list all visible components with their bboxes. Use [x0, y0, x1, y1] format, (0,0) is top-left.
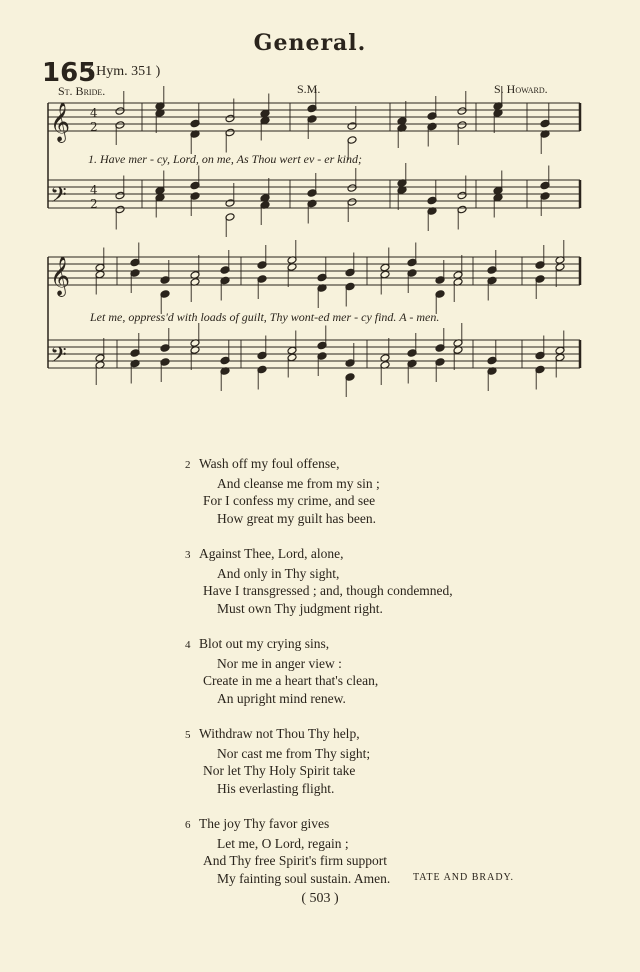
verse-line: Nor me in anger view : — [217, 655, 342, 671]
verse-number: 4 — [185, 639, 191, 651]
composer: S. Howard. — [494, 82, 548, 96]
verse-line: My fainting soul sustain. Amen. — [217, 870, 391, 886]
meter: S.M. — [297, 82, 321, 96]
clef-glyph: 𝄢 — [50, 343, 67, 373]
clef-glyph: 4 — [90, 183, 98, 197]
verse-line: Nor cast me from Thy sight; — [217, 745, 371, 761]
clef-glyph: 2 — [90, 197, 98, 211]
verse-line: And only in Thy sight, — [217, 565, 340, 581]
verse-line: His everlasting flight. — [217, 780, 335, 796]
verse-line: The joy Thy favor gives — [199, 816, 330, 831]
authors: TATE AND BRADY. — [413, 872, 514, 883]
page-number: ( 503 ) — [301, 891, 339, 906]
section-title: General. — [253, 30, 367, 56]
verse-line: And cleanse me from my sin ; — [217, 475, 380, 491]
tune-name: St. Bride. — [58, 84, 106, 98]
clef-glyph: 𝄞 — [50, 256, 71, 296]
verse-line: Blot out my crying sins, — [199, 636, 330, 651]
verse-5 — [185, 725, 565, 797]
verse-line: Have I transgressed ; and, though condemned, — [203, 583, 453, 598]
verse-4 — [185, 635, 565, 707]
verse-3 — [185, 545, 565, 617]
clef-glyph: 4 — [90, 106, 98, 120]
verse-number: 5 — [185, 729, 191, 741]
verse-line: How great my guilt has been. — [217, 510, 376, 526]
verse-number: 2 — [185, 459, 191, 471]
verse-line: And Thy free Spirit's firm support — [203, 853, 388, 868]
verse-line: Wash off my foul offense, — [199, 456, 340, 471]
verse-2 — [185, 455, 565, 527]
verse-line: Nor let Thy Holy Spirit take — [203, 763, 356, 778]
music-score — [0, 0, 640, 420]
hymn-number: 165 — [42, 58, 97, 88]
hymn-reference: ( Hym. 351 ) — [88, 64, 161, 79]
clef-glyph: 𝄢 — [50, 183, 67, 213]
verse-line: An upright mind renew. — [217, 690, 346, 706]
lyric-line-2: Let me, oppress'd with loads of guilt, Thy wont-ed mer - cy find. A - men. — [90, 310, 440, 324]
verse-number: 6 — [185, 819, 191, 831]
verse-line: Must own Thy judgment right. — [217, 600, 383, 616]
verse-line: For I confess my crime, and see — [203, 493, 376, 508]
lyric-line-1: 1. Have mer - cy, Lord, on me, As Thou wert ev - er kind; — [88, 152, 362, 166]
clef-glyph: 2 — [90, 120, 98, 134]
verse-line: Let me, O Lord, regain ; — [217, 835, 349, 851]
clef-glyph: 𝄞 — [50, 102, 71, 142]
verse-line: Create in me a heart that's clean, — [203, 673, 379, 688]
verse-number: 3 — [185, 549, 191, 561]
verse-line: Against Thee, Lord, alone, — [199, 546, 344, 561]
verse-line: Withdraw not Thou Thy help, — [199, 726, 360, 741]
verses — [185, 455, 565, 905]
